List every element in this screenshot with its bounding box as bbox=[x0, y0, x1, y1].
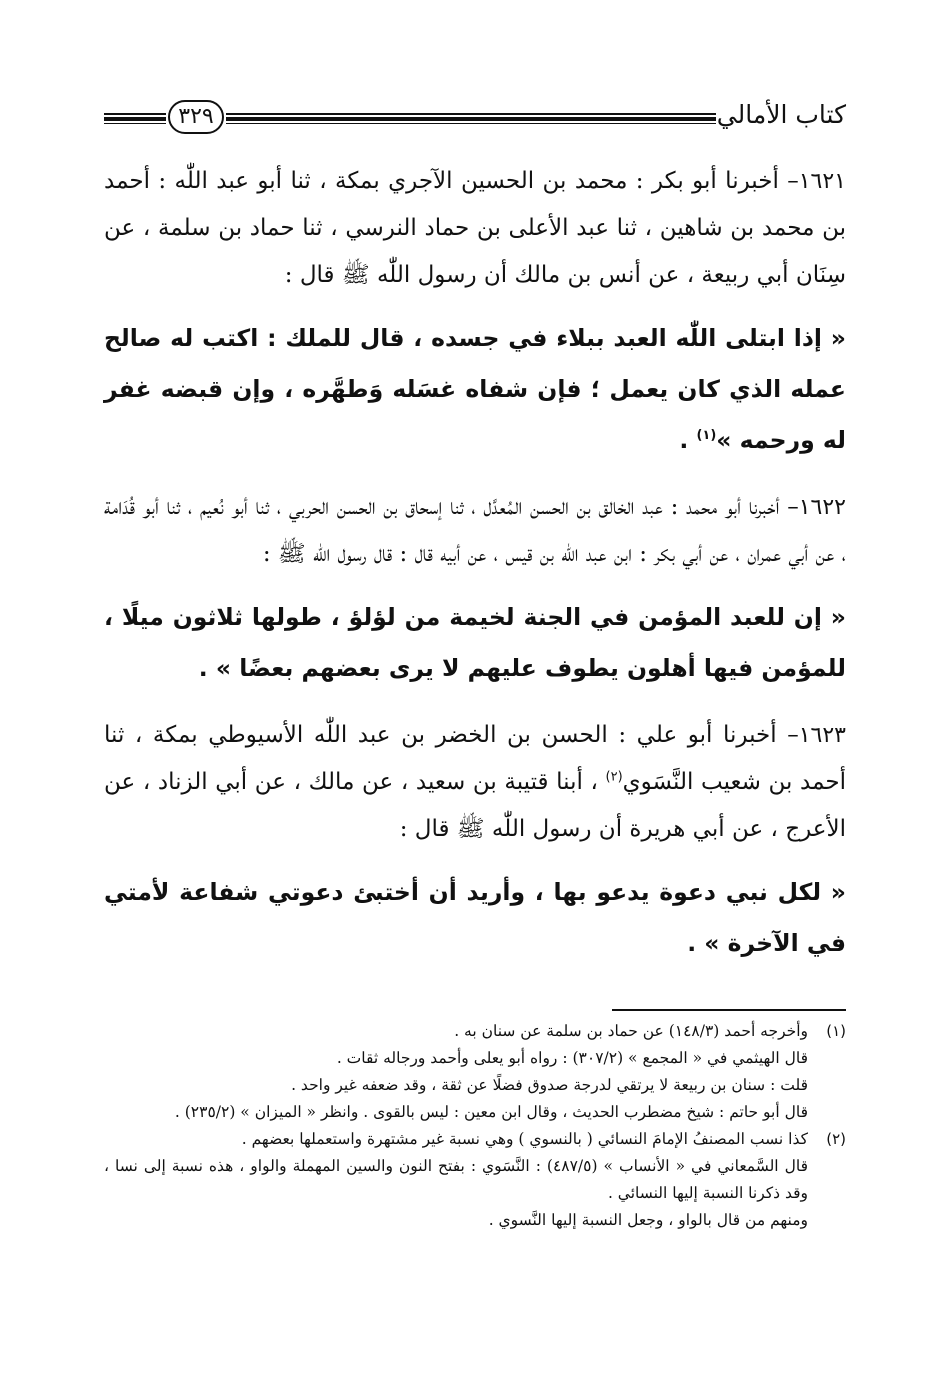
footnote-line: كذا نسب المصنفُ الإمامَ النسائي ( بالنسوي ) وهي نسبة غير مشتهرة واستعملها بعضهم . bbox=[241, 1130, 808, 1148]
footnote-line: قلت : سنان بن ربيعة لا يرتقي لدرجة صدوق فضلًا عن ثقة ، وقد ضعفه غير واحد . bbox=[291, 1076, 808, 1094]
footnote-line: ومنهم من قال بالواو ، وجعل النسبة إليها النَّسوي . bbox=[488, 1211, 808, 1229]
sentence-end: . bbox=[679, 426, 697, 454]
footnote-line: قال السَّمعاني في « الأنساب » (٤٨٧/٥) : النَّسَوي : بفتح النون والسين المهملة والواو ، هذه نسبة إلى نسا ، وقد ذكرنا النسبة إليها النسائي . bbox=[104, 1157, 808, 1202]
running-header bbox=[104, 92, 846, 142]
hadith-text bbox=[104, 313, 846, 466]
footnote-marker: (١) bbox=[826, 1022, 846, 1040]
hadith-matn: « إن للعبد المؤمن في الجنة لخيمة من لؤلؤ ، طولها ثلاثون ميلًا ، للمؤمن فيها أهلون يطوف عليهم لا يرى بعضهم بعضًا » . bbox=[104, 603, 846, 682]
footnote-separator bbox=[612, 1009, 846, 1011]
footnote-line: قال أبو حاتم : شيخ مضطرب الحديث ، وقال ابن معين : ليس بالقوى . وانظر « الميزان » (٢٣٥/٢) . bbox=[174, 1103, 808, 1121]
hadith-matn: « لكل نبي دعوة يدعو بها ، وأريد أن أختبئ دعوتي شفاعة لأمتي في الآخرة » . bbox=[104, 878, 846, 957]
footnote-line: قال الهيثمي في « المجمع » (٣٠٧/٢) : رواه أبو يعلى وأحمد ورجاله ثقات . bbox=[336, 1049, 808, 1067]
hadith-text bbox=[104, 867, 846, 969]
header-rule-middle bbox=[226, 113, 716, 124]
hadith-text bbox=[104, 592, 846, 694]
footnote bbox=[104, 1126, 846, 1234]
footnotes bbox=[104, 1018, 846, 1234]
footnote-reference[interactable]: (٢) bbox=[605, 769, 623, 785]
hadith-matn: « إذا ابتلى اللّٰه العبد ببلاء في جسده ، قال للملك : اكتب له صالح عمله الذي كان يعمل ؛ فإن شفاه غسَله وَطهَّره ، وإن قبضه غفر له ورحمه » bbox=[104, 324, 846, 454]
footnote-reference[interactable]: (١) bbox=[696, 428, 717, 444]
isnad-text: – أخبرنا أبو محمد : عبد الخالق بن الحسن المُعدَّل ، ثنا إسحاق بن الحسن الحربي ، ثنا أبو نُعيم ، ثنا أبو قُدَامة ، عن أبي عمران ، عن أبي بكر : ابن عبد اللّٰه بن قيس ، عن أبيه قال : قال رسول اللّٰه ﷺ : bbox=[104, 494, 846, 567]
footnote-line: وأخرجه أحمد (١٤٨/٣) عن حماد بن سلمة عن سنان به . bbox=[454, 1022, 808, 1040]
main-text bbox=[104, 158, 846, 987]
hadith-entry bbox=[104, 484, 846, 578]
footnote bbox=[104, 1018, 846, 1126]
header-rule-left bbox=[104, 113, 166, 124]
isnad-text-continued: ، أبنا قتيبة بن سعيد ، عن مالك ، عن أبي الزناد ، عن الأعرج ، عن أبي هريرة أن رسول اللّٰه ﷺ قال : bbox=[104, 769, 846, 842]
hadith-entry bbox=[104, 712, 846, 853]
footnote-marker: (٢) bbox=[826, 1130, 846, 1148]
isnad-text: – أخبرنا أبو علي : الحسن بن الخضر بن عبد اللّٰه الأسيوطي بمكة ، ثنا أحمد بن شعيب النَّسَوي bbox=[104, 722, 847, 795]
entry-number: ١٦٢١ bbox=[798, 169, 846, 194]
hadith-entry bbox=[104, 158, 846, 299]
running-title: كتاب الأمالي bbox=[716, 98, 846, 132]
entry-number: ١٦٢٣ bbox=[798, 723, 846, 748]
page-number: ٣٢٩ bbox=[168, 100, 224, 134]
isnad-text: – أخبرنا أبو بكر : محمد بن الحسين الآجري بمكة ، ثنا أبو عبد اللّٰه : أحمد بن محمد بن شاهين ، ثنا عبد الأعلى بن حماد النرسي ، ثنا حماد بن سلمة ، عن سِنَان أبي ربيعة ، عن أنس بن مالك أن رسول اللّٰه ﷺ قال : bbox=[104, 168, 846, 288]
entry-number: ١٦٢٢ bbox=[798, 495, 846, 520]
